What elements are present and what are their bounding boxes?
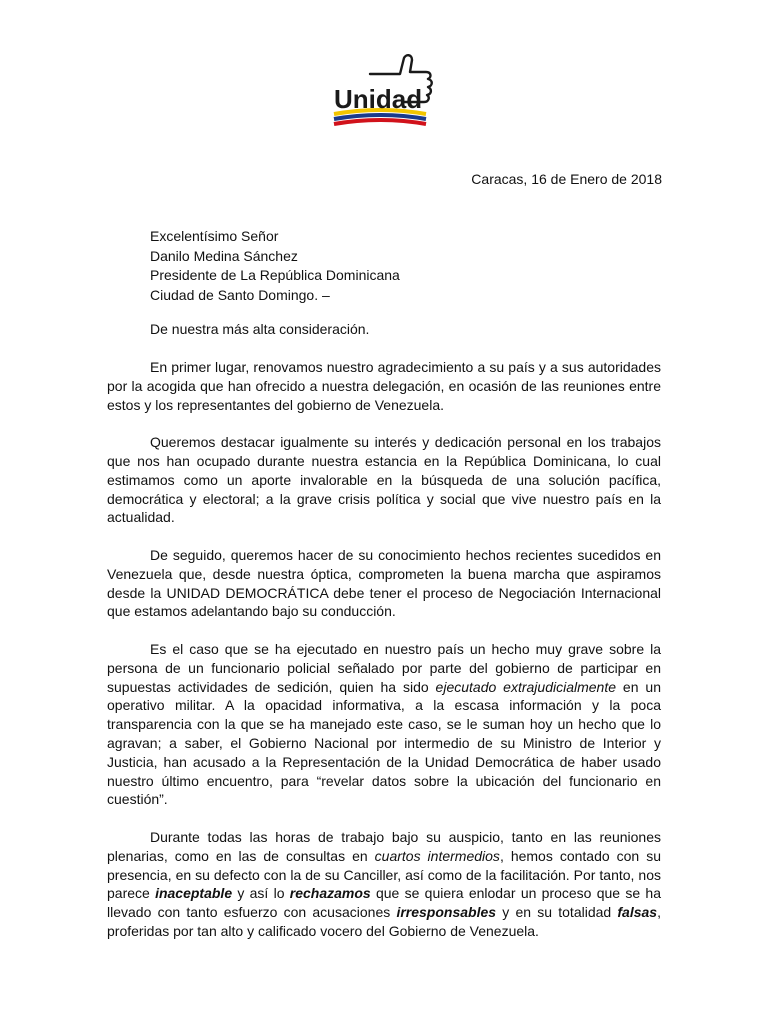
paragraph-5-part-i: y en su totalidad xyxy=(496,904,618,921)
recipient-name: Danilo Medina Sánchez xyxy=(150,247,298,264)
paragraph-5-strong-4: falsas xyxy=(617,904,658,921)
letter-body xyxy=(107,358,661,960)
paragraph-5-part-c: , hemos contado con su presencia, en su defecto con la de su Canciller, así como de la facilitación. Por tanto, nos parece xyxy=(107,847,661,902)
paragraph-4-part-a: Es el caso que se ha ejecutado en nuestro país un hecho muy grave sobre la persona de un funcionario policial señalado por parte del gobierno de participar en supuestas actividades de sedición, quien ha sido xyxy=(107,640,661,695)
paragraph-5-emphasis-1: cuartos intermedios xyxy=(374,847,500,864)
paragraph-4-part-c: en un operativo militar. A la opacidad informativa, a la escasa información y la poca transparencia con la que se ha manejado este caso, se le suman hoy un hecho que lo agravan; a saber, el Gobierno Nacional por intermedio de su Ministro de Interior y Justicia, han acusado a la Representación de la Unidad Democrática de haber usado nuestro último encuentro, para “revelar datos sobre la ubicación del funcionario en cuestión”. xyxy=(107,678,661,808)
logo-wordmark: Unidad xyxy=(334,84,423,114)
paragraph-4-emphasis: ejecutado extrajudicialmente xyxy=(435,678,617,695)
paragraph-5-part-k: , proferidas por tan alto y calificado vocero del Gobierno de Venezuela. xyxy=(107,904,661,939)
paragraph-5-strong-2: rechazamos xyxy=(289,885,371,902)
letter-date: Caracas, 16 de Enero de 2018 xyxy=(471,171,662,187)
unidad-logo-graphic xyxy=(330,52,440,132)
salutation: De nuestra más alta consideración. xyxy=(150,321,370,337)
recipient-address xyxy=(150,227,400,305)
paragraph-5-part-e: y así lo xyxy=(232,885,290,902)
paragraph-3: De seguido, queremos hacer de su conocimiento hechos recientes sucedidos en Venezuela que, desde nuestra óptica, comprometen la buena marcha que aspiramos desde la UNIDAD DEMOCRÁTICA debe tener el proceso de Negociación Internacional que estamos adelantando bajo su conducción. xyxy=(107,546,661,620)
paragraph-5-part-g: que se quiera enlodar un proceso que se ha llevado con tanto esfuerzo con acusaciones xyxy=(107,885,661,921)
recipient-title: Excelentísimo Señor xyxy=(150,228,279,244)
paragraph-5-strong-1: inaceptable xyxy=(155,885,233,902)
paragraph-4 xyxy=(107,640,661,809)
paragraph-5-part-a: Durante todas las horas de trabajo bajo su auspicio, tanto en las reuniones plenarias, como en las de consultas en xyxy=(107,828,661,864)
paragraph-5 xyxy=(107,828,661,941)
recipient-position: Presidente de La República Dominicana xyxy=(150,267,400,283)
unidad-logo xyxy=(330,52,440,132)
paragraph-2: Queremos destacar igualmente su interés y dedicación personal en los trabajos que nos han ocupado durante nuestra estancia en la República Dominicana, lo cual estimamos como un aporte invalorable en la búsqueda de una solución pacífica, democrática y electoral; a la grave crisis política y social que vive nuestro país en la actualidad. xyxy=(107,434,661,526)
paragraph-1: En primer lugar, renovamos nuestro agradecimiento a su país y a sus autoridades por la acogida que han ofrecido a nuestra delegación, en ocasión de las reuniones entre estos y los representantes del gobierno de Venezuela. xyxy=(107,359,661,413)
recipient-city: Ciudad de Santo Domingo. – xyxy=(150,286,330,303)
paragraph-5-strong-3: irresponsables xyxy=(396,904,497,921)
